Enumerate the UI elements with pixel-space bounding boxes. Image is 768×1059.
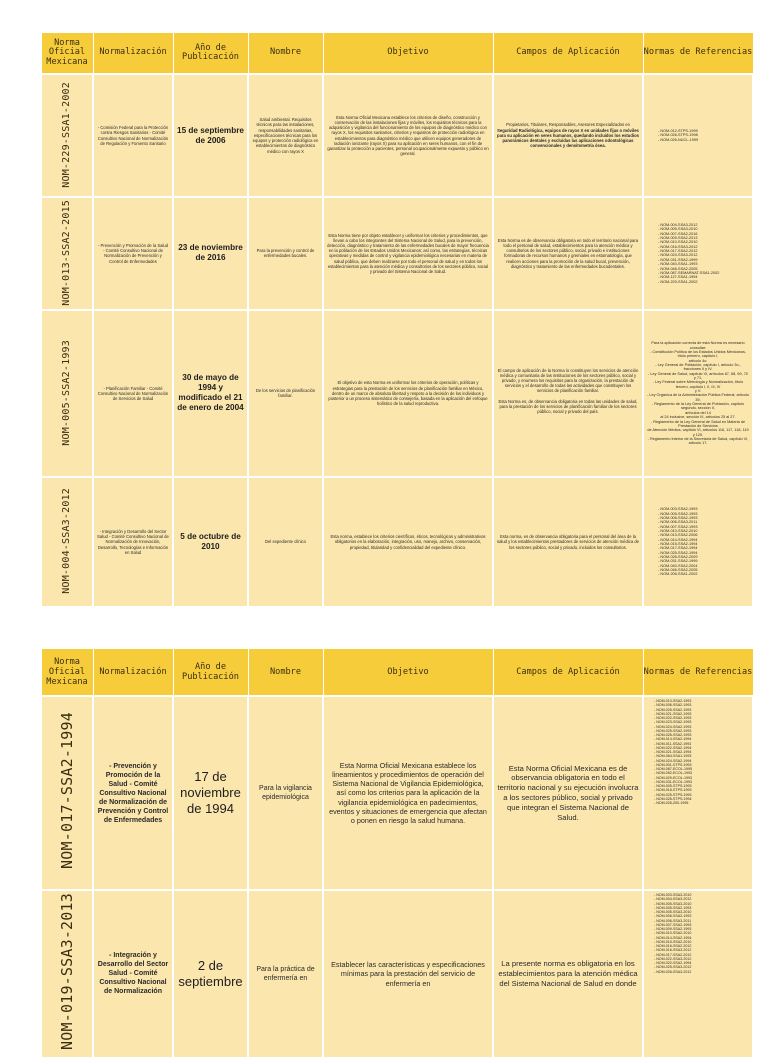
reference-item: - NOM-005-SSA3-2010 bbox=[654, 910, 749, 914]
scope-cell: La presente norma es obligatoria en los establecimientos para la atención médica del Sistema Nacional de Salud en donde bbox=[493, 890, 643, 1058]
table-row bbox=[41, 310, 753, 477]
reference-item: - NOM-010-SSA2-2010 bbox=[658, 529, 749, 533]
reference-item: - NOM-004-SSA3-2012 bbox=[654, 897, 749, 901]
reference-item: - NOM-031-SSA2-1999 bbox=[658, 559, 749, 563]
reference-item: - NOM-017-SSA2-1994 bbox=[658, 546, 749, 550]
reference-item: - NOM-018-STPS-1993 bbox=[654, 788, 749, 792]
reference-item: - NOM-006-SSA2-1993 bbox=[658, 516, 749, 520]
reference-item: - NOM-025-SSA2-1994 bbox=[658, 551, 749, 555]
publication-date: 15 de septiembre de 2006 bbox=[173, 74, 248, 197]
norm-code-cell bbox=[41, 310, 93, 477]
scope-cell: Esta Norma Oficial Mexicana es de observancia obligatoria en todo el territorio nacional y su ejecución involucra a los sectores público, social y privado que integran el Sistema Nacional de Salud. bbox=[493, 696, 643, 890]
header-campos: Campos de Aplicación bbox=[493, 649, 643, 697]
header-campos: Campos de Aplicación bbox=[493, 33, 643, 75]
header-referencias: Normas de Referencias bbox=[643, 649, 753, 697]
header-norma: Norma Oficial Mexicana bbox=[41, 649, 93, 697]
header-referencias: Normas de Referencias bbox=[643, 33, 753, 75]
publication-date: 5 de octubre de 2010 bbox=[173, 477, 248, 607]
normalizacion-cell: - Planificación Familiar - Comité Consultivo Nacional de Normalización de Servicios de Salud bbox=[93, 310, 173, 477]
reference-item: - NOM-022-SSA3-2012 bbox=[654, 957, 749, 961]
header-anio: Año de Publicación bbox=[173, 33, 248, 75]
norm-code-cell bbox=[41, 197, 93, 310]
header-objetivo: Objetivo bbox=[323, 649, 493, 697]
reference-item: - NOM-005-SSA3-2010 bbox=[658, 227, 749, 231]
norm-code-cell bbox=[41, 74, 93, 197]
reference-item: - Ley Orgánica de la Administración Pública Federal, artículo 39. bbox=[647, 393, 749, 402]
reference-item: - NOM-005-SSA3-2010 bbox=[654, 902, 749, 906]
reference-item: artículo 4o. bbox=[688, 358, 708, 363]
reference-item: al 24 inclusive, sección III, artículos 25 al 27. bbox=[660, 415, 736, 420]
scope-cell bbox=[493, 310, 643, 477]
norm-name: Para la prevención y control de enfermedades bucales. bbox=[248, 197, 323, 310]
norm-name: Del expediente clínico bbox=[248, 477, 323, 607]
reference-item: - NOM-031-ECOL-1993 bbox=[654, 780, 749, 784]
reference-item: - Ley General de Salud, capítulo VI, artículos 67, 68, 69, 70 y 71. bbox=[648, 371, 748, 381]
reference-item: - NOM-013-SSA2-2006 bbox=[658, 533, 749, 537]
scope-paragraph: Esta Norma es, de observancia obligatoria en todas las unidades de salud, para la prestación de los servicios de planificación familiar de los sectores público, social y privado del país. bbox=[498, 398, 638, 415]
reference-item: - Ley Federal sobre Metrología y Normalización, título tercero, capítulo I, II, III, IV bbox=[652, 380, 744, 389]
reference-item: - NOM-046-SSA2-2005 bbox=[658, 267, 749, 271]
reference-item: - NOM-003-SSA3-2010 bbox=[654, 893, 749, 897]
normalizacion-cell: - Integración y Desarrollo del Sector Salud - Comité Consultivo Nacional de Normalización de Innovación, Desarrollo, Tecnologías e Información en Salud bbox=[93, 477, 173, 607]
norm-code: NOM-005-SSA2-1993 bbox=[61, 339, 73, 446]
reference-item: - NOM-021-SSA2-1994 bbox=[654, 750, 749, 754]
norms-table-1 bbox=[40, 32, 754, 608]
table-header-row bbox=[41, 649, 753, 697]
reference-item: - NOM-025-STPS-1993 bbox=[654, 793, 749, 797]
reference-item: - NOM-052-ECOL-1993 bbox=[654, 771, 749, 775]
references-cell bbox=[643, 477, 753, 607]
reference-item: - NOM-015-SSA2-2010 bbox=[654, 940, 749, 944]
reference-item: - NOM-026-Z00-1995 bbox=[654, 801, 749, 805]
reference-item: - Reglamento de la Ley General de Población, capítulo segundo, sección II, bbox=[651, 402, 745, 411]
normalizacion-cell: - Prevención y Promoción de la Salud - Comité Consultivo Nacional de Normalización de Prevención y Control de Enfermedades bbox=[93, 696, 173, 890]
reference-item: - NOM-005-SSA2-1993 bbox=[658, 512, 749, 516]
reference-item: - NOM-005-STPS-1993 bbox=[654, 784, 749, 788]
table-row bbox=[41, 477, 753, 607]
reference-item: - NOM-087-ECOL-1995 bbox=[654, 767, 749, 771]
reference-item: y V. bbox=[694, 389, 702, 394]
norm-code: NOM-229-SSA1-2002 bbox=[61, 82, 73, 188]
reference-item: - NOM-001-STPS-1993 bbox=[654, 763, 749, 767]
reference-item: - NOM-007-SSA2-1993 bbox=[654, 923, 749, 927]
reference-item: - NOM-014-SSA2-1994 bbox=[654, 936, 749, 940]
objective-cell: Esta Norma tiene por objeto establecer y uniformar los criterios y procedimientos, que llevan a cabo los integrantes del Sistema Nacional de Salud, para la prevención, detección, diagnóstico y tratamiento de las enfermedades bucales de mayor frecuencia en la población de los Estados Unidos Mexicanos; así como, las estrategias, técnicas operativas y medidas de control y vigilancia epidemiológica necesarias en materia de salud pública, que deben realizarse por todo el personal de salud y en todos los establecimientos para la atención médica y consultorios de los sectores público, social y privado del Sistema Nacional de Salud. bbox=[323, 197, 493, 310]
publication-date: 17 de noviembre de 1994 bbox=[173, 696, 248, 890]
reference-item: - NOM-031-SSA2-1999 bbox=[658, 258, 749, 262]
reference-item: - NOM-012-STPS-1999 bbox=[658, 129, 749, 133]
norms-table-2 bbox=[40, 648, 754, 1059]
reference-item: - NOM-040-SSA2-2004 bbox=[658, 564, 749, 568]
reference-item: - NOM-016-SSA3-2012 bbox=[654, 948, 749, 952]
reference-item: - NOM-025-SSA2-1993 bbox=[654, 729, 749, 733]
reference-item: - NOM-006-SSA2-1993 bbox=[654, 703, 749, 707]
norm-code-cell bbox=[41, 477, 93, 607]
table-row bbox=[41, 696, 753, 890]
reference-item: - NOM-026-SSA2-1993 bbox=[654, 733, 749, 737]
norm-code: NOM-019-SSA3-2013 bbox=[58, 893, 76, 1050]
reference-item: - NOM-010-SSA2-1993 bbox=[654, 699, 749, 703]
objective-cell: El objetivo de esta Norma es uniformar los criterios de operación, políticas y estrategias para la prestación de los servicios de planificación familiar en México, dentro de un marco de absoluta libertad y respeto a la decisión de los individuos y posterior a un proceso sistemático de consejería, basada en la aplicación del enfoque holístico de la salud reproductiva. bbox=[323, 310, 493, 477]
objective-cell: Establecer las características y especificaciones mínimas para la prestación del servicio de enfermería en bbox=[323, 890, 493, 1058]
header-anio: Año de Publicación bbox=[173, 649, 248, 697]
reference-item: - NOM-023-SSA2-1993 bbox=[654, 720, 749, 724]
reference-item: - NOM-021-SSA2-1993 bbox=[654, 712, 749, 716]
reference-item: - NOM-022-SSA2-1993 bbox=[654, 716, 749, 720]
header-nombre: Nombre bbox=[248, 33, 323, 75]
norm-name: Salud ambiental. Requisitos técnicos para las instalaciones, responsabilidades sanitarias, especificaciones técnicas para los equipos y protección radiológica en establecimientos de diagnóstico médico con rayos X bbox=[248, 74, 323, 197]
reference-item: - NOM-026-SSA3-2012 bbox=[654, 970, 749, 974]
reference-item: - NOM-006-SSA2-1993 bbox=[654, 914, 749, 918]
reference-item: - NOM-006-SSA3-2011 bbox=[658, 520, 749, 524]
header-objetivo: Objetivo bbox=[323, 33, 493, 75]
reference-item: - NOM-005-SSA2-1993 bbox=[654, 906, 749, 910]
reference-item: - NOM-026-STPS-1998 bbox=[658, 133, 749, 137]
header-normalizacion: Normalización bbox=[93, 649, 173, 697]
reference-item: - NOM-014-SSA2-1994 bbox=[654, 737, 749, 741]
scope-cell: Esta norma, es de observancia obligatoria para el personal del área de la salud y los establecimientos prestadores de servicios de atención médica de los sectores público, social y privado, incluidos los consultorios. bbox=[493, 477, 643, 607]
reference-item: - NOM-016-SSA3-2012 bbox=[658, 245, 749, 249]
reference-item: - NOM-004-SSA3-2012 bbox=[658, 223, 749, 227]
reference-item: - NOM-206-SSA1-2002 bbox=[658, 572, 749, 576]
table-row bbox=[41, 74, 753, 197]
reference-item: - Reglamento Interior de la Secretaría de Salud, capítulo VI, artículo 17. bbox=[647, 436, 749, 446]
reference-item: - NOM-025-SSA3-2012 bbox=[654, 965, 749, 969]
norm-name: Para la vigilancia epidemiológica bbox=[248, 696, 323, 890]
reference-item: - NOM-028-SSA2-2009 bbox=[658, 555, 749, 559]
norm-code: NOM-017-SSA2-1994 bbox=[58, 712, 76, 869]
table-row bbox=[41, 890, 753, 1058]
reference-item: - NOM-022-SSA2-1994 bbox=[654, 746, 749, 750]
reference-item: - NOM-026-NUCL-1999 bbox=[658, 138, 749, 142]
reference-item: - Constitución Política de los Estados Unidos Mexicanos, título primero, capítulo I, bbox=[650, 350, 746, 359]
reference-item: - Ley General de Población, capítulo I, artículo 3o., fracciones II y IV. bbox=[655, 363, 741, 372]
reference-item: - NOM-025-SSA2-1993 bbox=[654, 708, 749, 712]
reference-item: - NOM-009-SSA2-2013 bbox=[658, 236, 749, 240]
references-cell bbox=[643, 197, 753, 310]
reference-item: - NOM-229-SSA1-2002 bbox=[658, 280, 749, 284]
normalizacion-cell: - Prevención y Promoción de la Salud - Comité Consultivo Nacional de Normalización de Prevención y Control de Enfermedades bbox=[93, 197, 173, 310]
header-nombre: Nombre bbox=[248, 649, 323, 697]
scope-cell: Esta Norma es de observancia obligatoria en todo el territorio nacional para todo el personal de salud, establecimientos para la atención médica y consultorios de los sectores público, social, privado e instituciones formadoras de recursos humanos y gremiales en estomatología, que realicen acciones para la promoción de la salud bucal, prevención, diagnóstico y tratamiento de las enfermedades bucodentales. bbox=[493, 197, 643, 310]
objective-cell: Esta Norma Oficial Mexicana establece los criterios de diseño, construcción y conservación de las instalaciones fijas y móviles, los requisitos técnicos para la adquisición y vigilancia del funcionamiento de los equipos de diagnóstico médico con rayos X, los requisitos sanitarios, criterios y requisitos de protección radiológica en establecimientos para diagnóstico médico que utilicen equipos generadores de radiación ionizante (rayos X) para su aplicación en seres humanos, con el fin de garantizar la protección a pacientes, personal ocupacionalmente expuesto y público en general. bbox=[323, 74, 493, 197]
reference-item: - NOM-087-SEMARNAT-SSA1-2002 bbox=[658, 271, 749, 275]
publication-date: 23 de noviembre de 2016 bbox=[173, 197, 248, 310]
normalizacion-cell: - Comisión Federal para la Protección contra Riesgos Sanitarios - Comité Consultivo Nacional de Normalización de Regulación y Fomento Sanitario bbox=[93, 74, 173, 197]
reference-item: - NOM-024-SSA2-1994 bbox=[654, 759, 749, 763]
reference-item: - Reglamento de la Ley General de Salud en Materia de Prestación de Servicios bbox=[650, 419, 746, 428]
norm-code-cell bbox=[41, 696, 93, 890]
publication-date: 2 de septiembre bbox=[173, 890, 248, 1058]
table-header-row bbox=[41, 33, 753, 75]
reference-item: - NOM-064-SSA1-1993 bbox=[654, 754, 749, 758]
reference-item: - NOM-014-SSA2-1994 bbox=[658, 538, 749, 542]
reference-item: - NOM-017-SSA2-2012 bbox=[658, 249, 749, 253]
scope-paragraph: El campo de aplicación de la Norma lo constituyen los servicios de atención médica y comunitaria de las instituciones de los sectores público, social y privado, y enumera los requisitos para la organización, la prestación de servicios y el desarrollo de todas las actividades que constituyen los servicios de planificación familiar. bbox=[497, 367, 639, 394]
references-cell bbox=[643, 696, 753, 890]
objective-cell: Esta norma, establece los criterios científicos, éticos, tecnológicos y administrativos obligatorios en la elaboración, integración, uso, manejo, archivo, conservación, propiedad, titularidad y confidencialidad del expediente clínico. bbox=[323, 477, 493, 607]
reference-item: - NOM-003-SSA2-1993 bbox=[658, 507, 749, 511]
reference-item: - NOM-029-ECOL-1993 bbox=[654, 776, 749, 780]
reference-item: - NOM-024-SSA3-2012 bbox=[658, 253, 749, 257]
reference-item: - NOM-007-SSA2-2016 bbox=[658, 232, 749, 236]
references-cell bbox=[643, 890, 753, 1058]
reference-item: - NOM-009-SSA2-1993 bbox=[654, 927, 749, 931]
norm-code: NOM-013-SSA2-2015 bbox=[61, 200, 73, 306]
normalizacion-cell: - Integración y Desarrollo del Sector Salud - Comité Consultivo Nacional de Normalización bbox=[93, 890, 173, 1058]
reference-item: - NOM-015-SSA2-1994 bbox=[658, 542, 749, 546]
reference-item: - NOM-040-SSA1-1993 bbox=[658, 262, 749, 266]
reference-item: - NOM-010-SSA2-2010 bbox=[654, 931, 749, 935]
reference-item: - NOM-011-SSA2-1993 bbox=[654, 742, 749, 746]
references-cell bbox=[643, 310, 753, 477]
reference-item: - NOM-022-SSA2-1994 bbox=[654, 961, 749, 965]
norm-code: NOM-004-SSA3-2012 bbox=[61, 488, 73, 595]
norm-name: Para la práctica de enfermería en bbox=[248, 890, 323, 1058]
norm-code-cell bbox=[41, 890, 93, 1058]
norm-name: De los servicios de planificación familiar. bbox=[248, 310, 323, 477]
reference-item: artículos del 14 bbox=[685, 410, 711, 415]
reference-item: - NOM-024-SSA2-1993 bbox=[654, 725, 749, 729]
objective-cell: Esta Norma Oficial Mexicana establece los lineamientos y procedimientos de operación del Sistema Nacional de Vigilancia Epidemiológica, así como los criterios para la aplicación de la vigilancia epidemiológica en padecimientos, eventos y situaciones de emergencia que afectan o ponen en riesgo la salud humana. bbox=[323, 696, 493, 890]
references-cell bbox=[643, 74, 753, 197]
reference-item: Para la aplicación correcta de esta Norma es necesario consultar: bbox=[651, 341, 745, 350]
reference-item: - NOM-017-SSA2-2012 bbox=[654, 953, 749, 957]
header-norma: Norma Oficial Mexicana bbox=[41, 33, 93, 75]
scope-cell: Propietarios, Titulares, Responsables, Asesores Especializados en Seguridad Radiológica, equipos de rayos X en unidades fijas o móviles para su aplicación en seres humanos, quedando incluidos los estudios panorámicos dentales y excluidas las aplicaciones odontológicas convencionales y densitometría ósea. bbox=[493, 74, 643, 197]
reference-item: - NOM-127-SSA1-1994 bbox=[658, 275, 749, 279]
publication-date: 30 de mayo de 1994 y modificado el 21 de enero de 2004 bbox=[173, 310, 248, 477]
header-normalizacion: Normalización bbox=[93, 33, 173, 75]
reference-item: - NOM-026-STPS-1994 bbox=[654, 797, 749, 801]
reference-item: - NOM-016-SSA2-2012 bbox=[654, 944, 749, 948]
table-row bbox=[41, 197, 753, 310]
reference-item: - NOM-007-SSA2-1993 bbox=[658, 525, 749, 529]
reference-item: de Atención Médica, capítulo VI, artículos 116, 117, 118, 119 y 120. bbox=[647, 428, 749, 437]
reference-item: - NOM-006-SSA3-2011 bbox=[654, 919, 749, 923]
reference-item: - NOM-010-SSA2-2010 bbox=[658, 240, 749, 244]
reference-item: - NOM-046-SSA2-2005 bbox=[658, 568, 749, 572]
